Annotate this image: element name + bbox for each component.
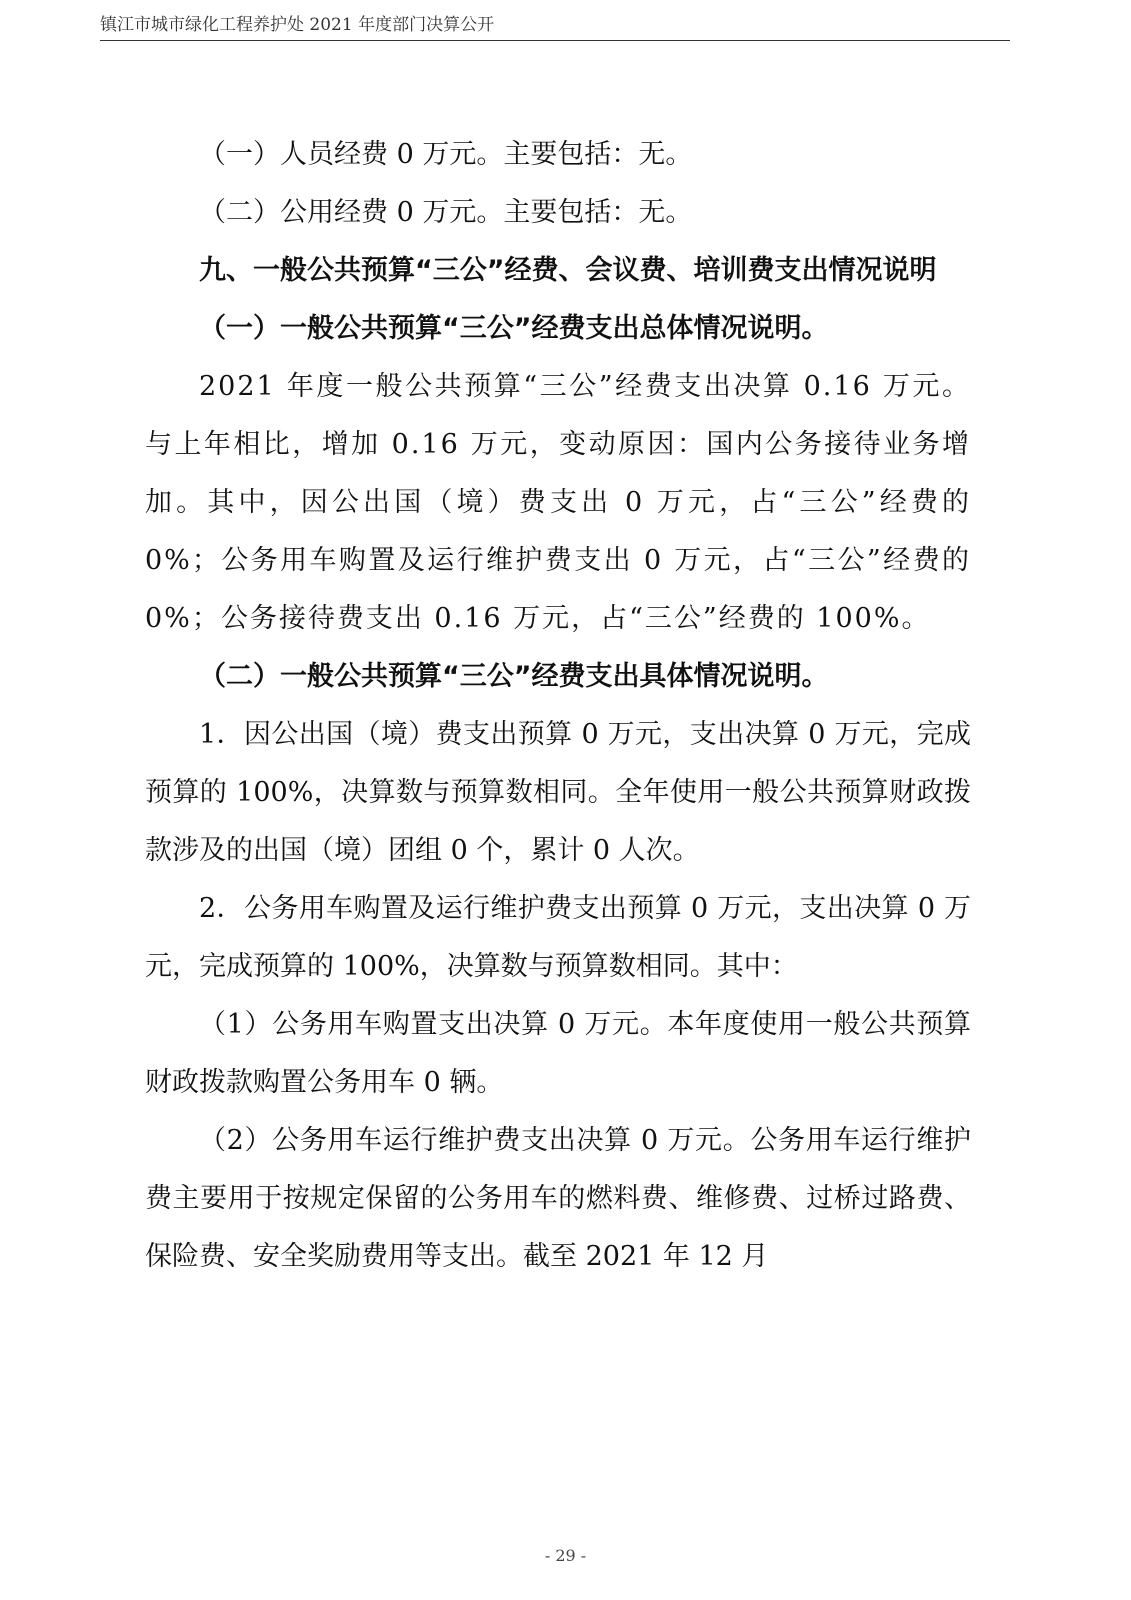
paragraph-personnel-expense: （一）人员经费 0 万元。主要包括：无。 [199,139,693,170]
paragraph-overall-summary: 2021 年度一般公共预算“三公”经费支出决算 0.16 万元。与上年相比，增加 0.16 万元，变动原因：国内公务接待业务增加。其中，因公出国（境）费支出 0 万元，占“三公”经费的 0%；公务用车购置及运行维护费支出 0 万元，占“三公”经费的 0%；公务接待费支出 0.16 万元，占“三公”经费的 100%。 [145,371,971,634]
page-header [100,12,1010,41]
paragraph-vehicle-maintenance: （2）公务用车运行维护费支出决算 0 万元。公务用车运行维护费主要用于按规定保留的公务用车的燃料费、维修费、过桥过路费、保险费、安全奖励费用等支出。截至 2021 年 12 月 [145,1125,971,1272]
paragraph-overseas-travel: 1．因公出国（境）费支出预算 0 万元，支出决算 0 万元，完成预算的 100%，决算数与预算数相同。全年使用一般公共预算财政拨款涉及的出国（境）团组 0 个，累计 0 人次。 [145,719,971,866]
paragraph-public-expense: （二）公用经费 0 万元。主要包括：无。 [199,197,693,228]
paragraph-vehicle-expense: 2．公务用车购置及运行维护费支出预算 0 万元，支出决算 0 万元，完成预算的 100%，决算数与预算数相同。其中： [145,893,971,982]
subheading-specific: （二）一般公共预算“三公”经费支出具体情况说明。 [199,661,829,692]
subheading-overall: （一）一般公共预算“三公”经费支出总体情况说明。 [199,313,829,344]
section-heading-nine: 九、一般公共预算“三公”经费、会议费、培训费支出情况说明 [199,255,937,286]
header-title: 镇江市城市绿化工程养护处 2021 年度部门决算公开 [100,15,495,35]
paragraph-vehicle-purchase: （1）公务用车购置支出决算 0 万元。本年度使用一般公共预算财政拨款购置公务用车 0 辆。 [145,1009,971,1098]
document-body [145,126,971,1286]
page-number: - 29 - [544,1546,587,1565]
